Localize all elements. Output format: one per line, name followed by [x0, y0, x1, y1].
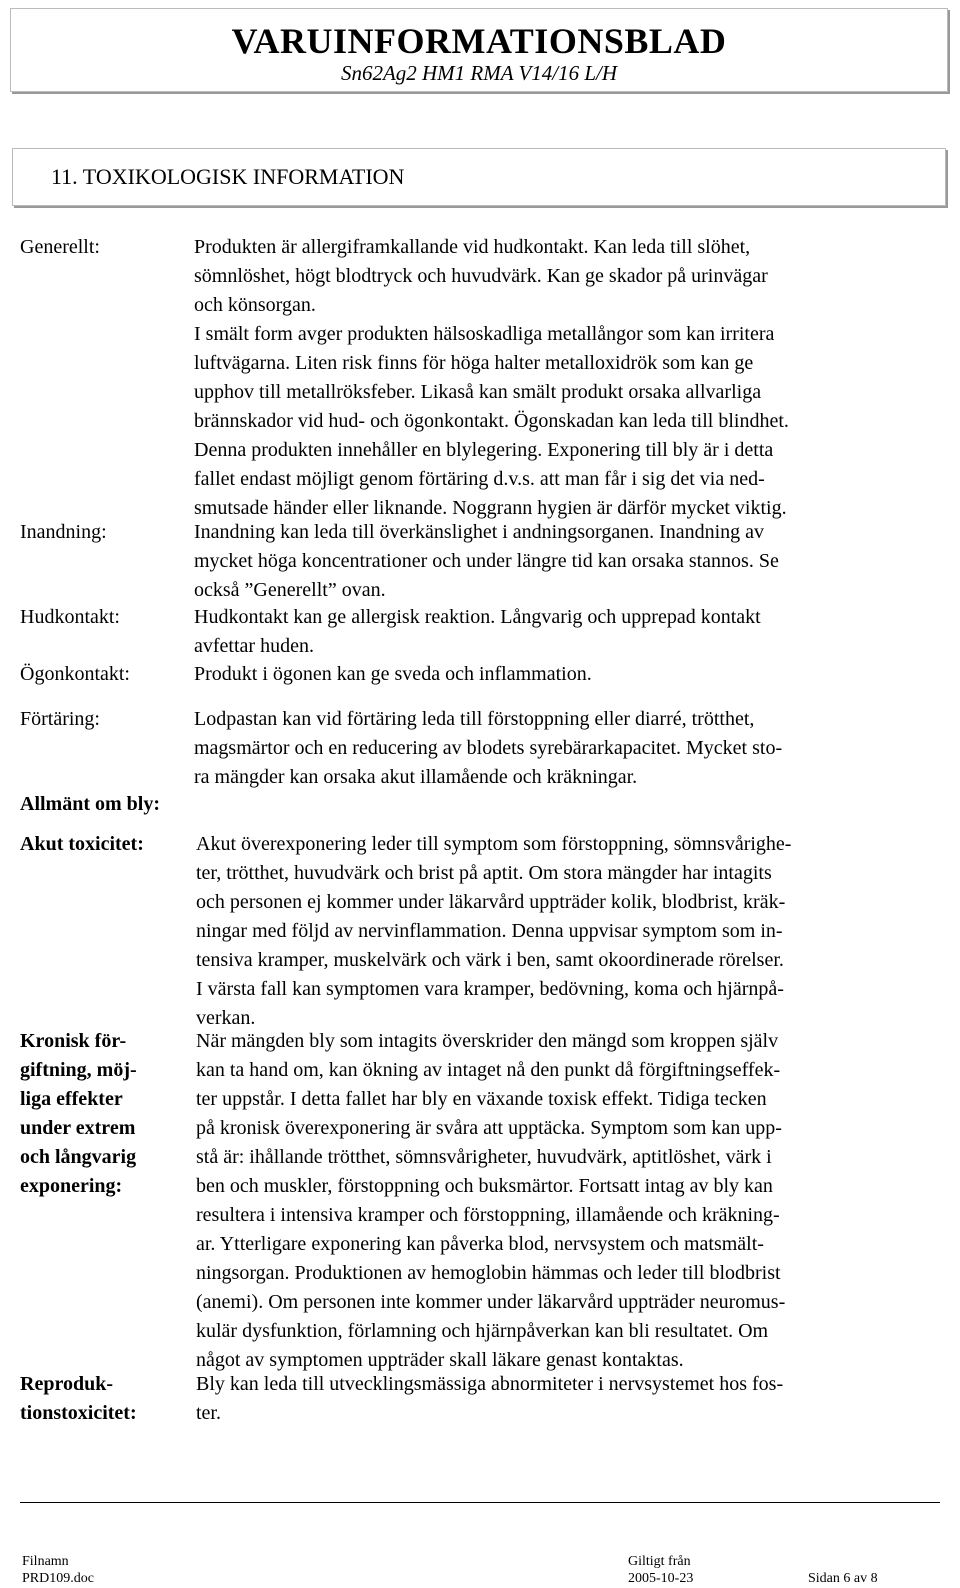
text-line: något av symptomen uppträder skall läkare genast kontaktas. — [196, 1349, 684, 1371]
text-line: Akut överexponering leder till symptom som förstoppning, sömnsvårighe- — [196, 833, 792, 855]
section-header — [12, 148, 946, 206]
text-line: på kronisk överexponering är svåra att upptäcka. Symptom som kan upp- — [196, 1117, 782, 1139]
text-line: (anemi). Om personen inte kommer under läkarvård uppträder neuromus- — [196, 1291, 786, 1313]
text-line: kan ta hand om, kan ökning av intaget nå den punkt då förgiftningseffek- — [196, 1059, 781, 1081]
product-code: Sn62Ag2 HM1 RMA V14/16 L/H — [340, 61, 618, 85]
text-line: ter uppstår. I detta fallet har bly en växande toxisk effekt. Tidiga tecken — [196, 1088, 767, 1110]
reproduktion-label — [20, 1370, 137, 1428]
document-title: VARUINFORMATIONSBLAD — [231, 21, 727, 61]
kronisk-label — [20, 1027, 137, 1201]
text-line: Denna produkten innehåller en blylegering. Exponering till bly är i detta — [194, 439, 774, 461]
text-line: kulär dysfunktion, förlamning och hjärnpåverkan kan bli resultatet. Om — [196, 1320, 769, 1342]
text-line: avfettar huden. — [194, 635, 314, 657]
inandning-label: Inandning: — [20, 521, 107, 543]
text-line: magsmärtor och en reducering av blodets syrebärarkapacitet. Mycket sto- — [194, 737, 783, 759]
fortaring-label: Förtäring: — [20, 708, 100, 730]
text-line: ningar med följd av nervinflammation. Denna uppvisar symptom som in- — [196, 920, 783, 942]
section-title: 11. TOXIKOLOGISK INFORMATION — [51, 164, 405, 189]
label-line: Reproduk- — [20, 1373, 113, 1395]
text-line: resultera i intensiva kramper och förstoppning, illamående och kräkning- — [196, 1204, 780, 1226]
valid-from-value: 2005-10-23 — [628, 1571, 694, 1586]
text-line: Produkten är allergiframkallande vid hudkontakt. Kan leda till slöhet, — [194, 236, 751, 258]
text-line: ra mängder kan orsaka akut illamående och kräkningar. — [194, 766, 638, 788]
reproduktion-text — [196, 1370, 783, 1428]
page-number: Sidan 6 av 8 — [808, 1571, 878, 1586]
text-line: ningsorgan. Produktionen av hemoglobin hämmas och leder till blodbrist — [196, 1262, 781, 1284]
text-line: och personen ej kommer under läkarvård uppträder kolik, blodbrist, kräk- — [196, 891, 786, 913]
text-line: verkan. — [196, 1007, 256, 1029]
label-line: tionstoxicitet: — [20, 1402, 137, 1424]
valid-from-label: Giltigt från — [628, 1554, 691, 1569]
generellt-label: Generellt: — [20, 236, 100, 258]
akut-label: Akut toxicitet: — [20, 833, 144, 855]
text-line: Hudkontakt kan ge allergisk reaktion. Långvarig och upprepad kontakt — [194, 606, 761, 628]
kronisk-text — [196, 1027, 785, 1375]
text-line: Lodpastan kan vid förtäring leda till förstoppning eller diarré, trötthet, — [194, 708, 755, 730]
text-line: Inandning kan leda till överkänslighet i andningsorganen. Inandning av — [194, 521, 765, 543]
allmant-label: Allmänt om bly: — [20, 793, 160, 815]
hudkontakt-label: Hudkontakt: — [20, 606, 120, 628]
text-line: upphov till metallröksfeber. Likaså kan smält produkt orsaka allvarliga — [194, 381, 762, 403]
ogonkontakt-text — [194, 660, 592, 689]
text-line: tensiva kramper, muskelvärk och värk i ben, samt okoordinerade rörelser. — [196, 949, 784, 971]
text-line: I smält form avger produkten hälsoskadliga metallångor som kan irritera — [194, 323, 775, 345]
filename-value: PRD109.doc — [22, 1571, 94, 1586]
text-line: fallet endast möjligt genom förtäring d.v.s. att man får i sig det via ned- — [194, 468, 765, 490]
text-line: stå är: ihållande trötthet, sömnsvårigheter, huvudvärk, aptitlöshet, värk i — [196, 1146, 772, 1168]
text-line: brännskador vid hud- och ögonkontakt. Ögonskadan kan leda till blindhet. — [194, 410, 789, 432]
text-line: smutsade händer eller liknande. Noggrann hygien är därför mycket viktig. — [194, 497, 787, 519]
text-line: ter, trötthet, huvudvärk och brist på aptit. Om stora mängder har intagits — [196, 862, 772, 884]
generellt-text — [194, 233, 789, 523]
label-line: giftning, möj- — [20, 1059, 137, 1081]
text-line: ter. — [196, 1402, 221, 1424]
text-line: Bly kan leda till utvecklingsmässiga abnormiteter i nervsystemet hos fos- — [196, 1373, 784, 1395]
text-line: Produkt i ögonen kan ge sveda och inflammation. — [194, 663, 592, 685]
label-line: och långvarig — [20, 1146, 137, 1168]
label-line: exponering: — [20, 1175, 123, 1197]
document-header — [10, 8, 948, 92]
text-line: ben och muskler, förstoppning och buksmärtor. Fortsatt intag av bly kan — [196, 1175, 773, 1197]
akut-text — [196, 830, 791, 1033]
text-line: och könsorgan. — [194, 294, 316, 316]
filename-label: Filnamn — [22, 1554, 69, 1569]
label-line: under extrem — [20, 1117, 136, 1139]
footer-divider — [20, 1502, 940, 1503]
inandning-text — [194, 518, 779, 605]
text-line: också ”Generellt” ovan. — [194, 579, 386, 601]
text-line: mycket höga koncentrationer och under längre tid kan orsaka stannos. Se — [194, 550, 779, 572]
text-line: I värsta fall kan symptomen vara kramper, bedövning, koma och hjärnpå- — [196, 978, 784, 1000]
text-line: sömnlöshet, högt blodtryck och huvudvärk. Kan ge skador på urinvägar — [194, 265, 768, 287]
hudkontakt-text — [194, 603, 761, 661]
text-line: ar. Ytterligare exponering kan påverka blod, nervsystem och matsmält- — [196, 1233, 764, 1255]
label-line: Kronisk för- — [20, 1030, 127, 1052]
fortaring-text — [194, 705, 782, 792]
text-line: luftvägarna. Liten risk finns för höga halter metalloxidrök som kan ge — [194, 352, 754, 374]
ogonkontakt-label: Ögonkontakt: — [20, 663, 130, 685]
text-line: När mängden bly som intagits överskrider den mängd som kroppen själv — [196, 1030, 779, 1052]
label-line: liga effekter — [20, 1088, 123, 1110]
